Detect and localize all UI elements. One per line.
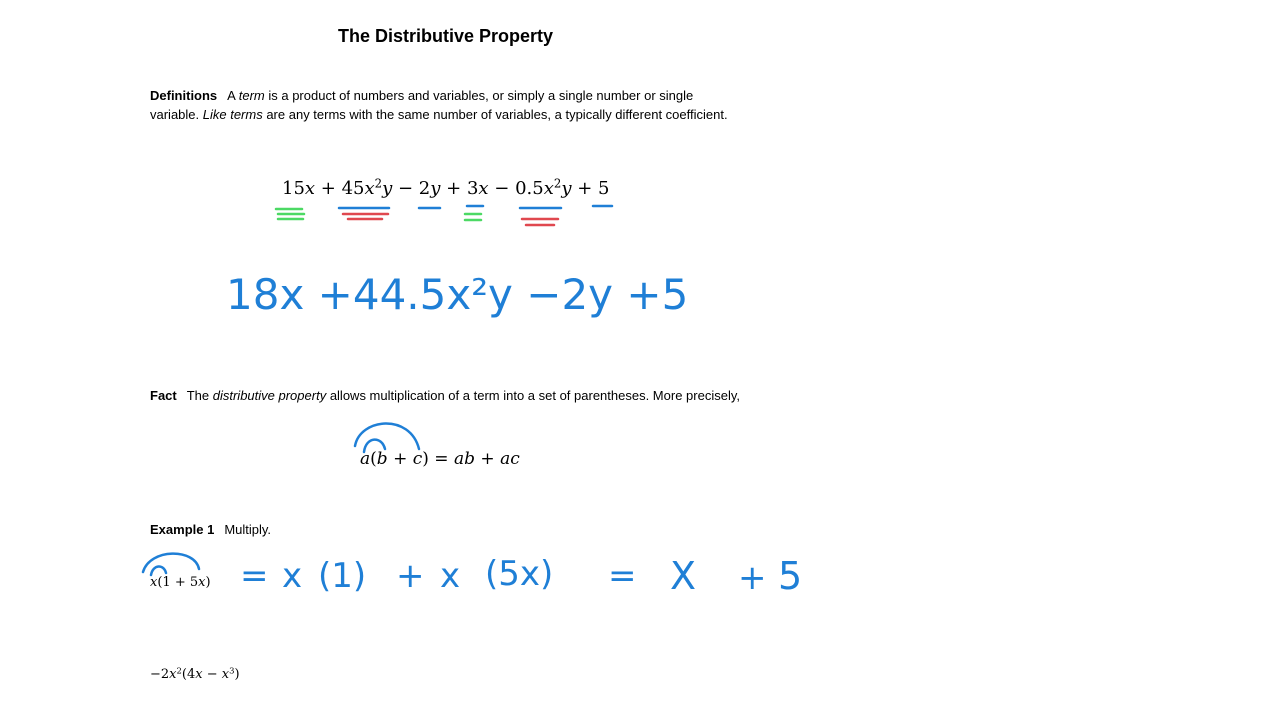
like-term-underlines [276,206,612,225]
like-terms-italic: Like terms [202,106,263,122]
svg-text:=: = [240,556,269,596]
example1-label: Example 1 [150,522,215,537]
problem-2: $-2x^2(4x - x^3)$ [150,665,240,682]
svg-text:x: x [440,556,461,596]
distributive-formula: a(b + c) = ab + ac [360,449,520,469]
svg-text:+: + [396,556,425,596]
fact-text: The [186,388,213,403]
like-terms-expression: $15x + 45x^2y - 2y + 3x - 0.5x^2y + 5$ [282,176,610,199]
svg-text:x: x [282,556,303,596]
definitions-label: Definitions [150,88,218,103]
svg-text:(1): (1) [318,556,367,596]
svg-text:=: = [608,556,637,596]
svg-text:X: X [670,554,697,598]
fact-text-2: allows multiplication of a term into a set of parentheses. More precisely, [326,388,740,403]
svg-text:5: 5 [778,554,803,598]
fact-label: Fact [150,388,177,403]
distribution-arcs [355,423,419,452]
page-title: The Distributive Property [338,26,554,46]
distributive-property-italic: distributive property [212,388,327,403]
problem-1: x(1 + 5x) [150,575,211,590]
example1-instruction: Multiply. [224,522,272,537]
handwritten-answer-1: 18x +44.5x²y −2y +5 [226,270,689,319]
svg-text:+: + [738,558,767,598]
definitions-text-3: are any terms with the same number of variables, a typically different coefficient. [262,106,728,122]
definitions-text-2: is a product of numbers and variables, or simply a single number or single variable. [150,88,694,122]
problem1-arcs [143,554,199,575]
svg-text:(5x): (5x) [485,554,554,594]
term-italic: term [238,88,265,103]
definitions-text: A [227,88,239,103]
handwritten-work-1 [240,554,802,598]
